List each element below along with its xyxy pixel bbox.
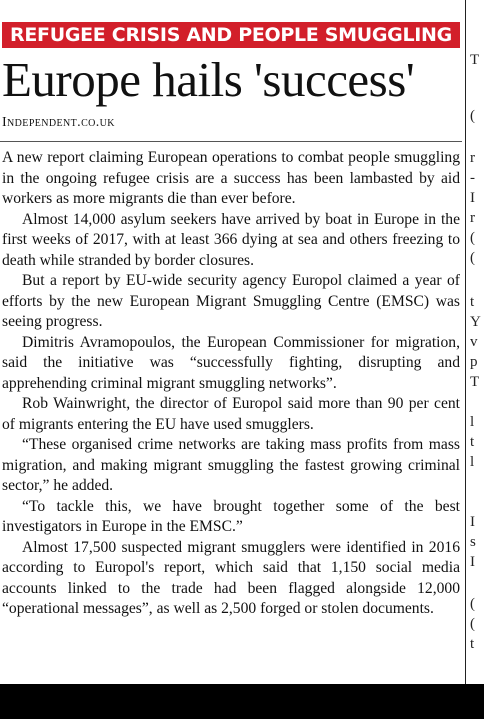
neighbor-glyph: (	[470, 108, 475, 124]
adjacent-column-fragment	[470, 0, 484, 684]
neighbor-glyph: v	[470, 334, 478, 350]
neighbor-glyph: t	[470, 636, 475, 652]
neighbor-glyph: T	[470, 52, 480, 68]
headline-rule	[0, 141, 462, 142]
bottom-black-bar	[0, 684, 484, 719]
neighbor-glyph: (	[470, 616, 475, 632]
paragraph: Almost 17,500 suspected migrant smugglers were identified in 2016 according to Europol's report, which said that 1,150 social media accounts linked to the trade had been flagged alongside 12,000 “operational messages”, as well as 2,500 forged or stolen documents.	[2, 538, 460, 617]
neighbor-glyph: I	[470, 514, 475, 530]
neighbor-glyph: (	[470, 230, 475, 246]
paragraph: Dimitris Avramopoulos, the European Commissioner for migration, said the initiative was “successfully fighting, disrupting and apprehending criminal migrant smuggling networks”.	[2, 333, 460, 392]
neighbor-glyph: -	[470, 170, 475, 186]
article-body	[2, 148, 460, 620]
neighbor-glyph: t	[470, 434, 475, 450]
neighbor-glyph: (	[470, 596, 475, 612]
neighbor-glyph: t	[470, 294, 475, 310]
source-credit: Independent.co.uk	[2, 115, 115, 130]
paragraph: “To tackle this, we have brought together some of the best investigators in Europe in the EMSC.”	[2, 497, 460, 535]
neighbor-glyph: I	[470, 190, 475, 206]
paragraph: A new report claiming European operations to combat people smuggling in the ongoing refugee crisis are a success has been lambasted by aid workers as more migrants die than ever before.	[2, 149, 460, 207]
neighbor-glyph: Y	[470, 314, 481, 330]
section-kicker: REFUGEE CRISIS AND PEOPLE SMUGGLING	[2, 22, 460, 48]
neighbor-glyph: (	[470, 250, 475, 266]
paragraph: “These organised crime networks are taking mass profits from mass migration, and making migrant smuggling the fastest growing criminal sector,” he added.	[2, 436, 460, 494]
paragraph: Rob Wainwright, the director of Europol said more than 90 per cent of migrants entering the EU have used smugglers.	[2, 395, 460, 433]
paragraph: But a report by EU-wide security agency Europol claimed a year of efforts by the new European Migrant Smuggling Centre (EMSC) was seeing progress.	[2, 272, 460, 330]
neighbor-glyph: s	[470, 534, 476, 550]
paragraph: Almost 14,000 asylum seekers have arrived by boat in Europe in the first weeks of 2017, with at least 366 dying at sea and others freezing to death while stranded by border closures.	[2, 210, 460, 269]
neighbor-glyph: r	[470, 210, 475, 226]
headline: Europe hails 'success'	[2, 52, 415, 107]
neighbor-glyph: T	[470, 374, 480, 390]
column-divider	[465, 0, 466, 684]
neighbor-glyph: l	[470, 454, 475, 470]
neighbor-glyph: r	[470, 150, 475, 166]
neighbor-glyph: p	[470, 354, 478, 370]
neighbor-glyph: l	[470, 414, 475, 430]
neighbor-glyph: I	[470, 554, 475, 570]
